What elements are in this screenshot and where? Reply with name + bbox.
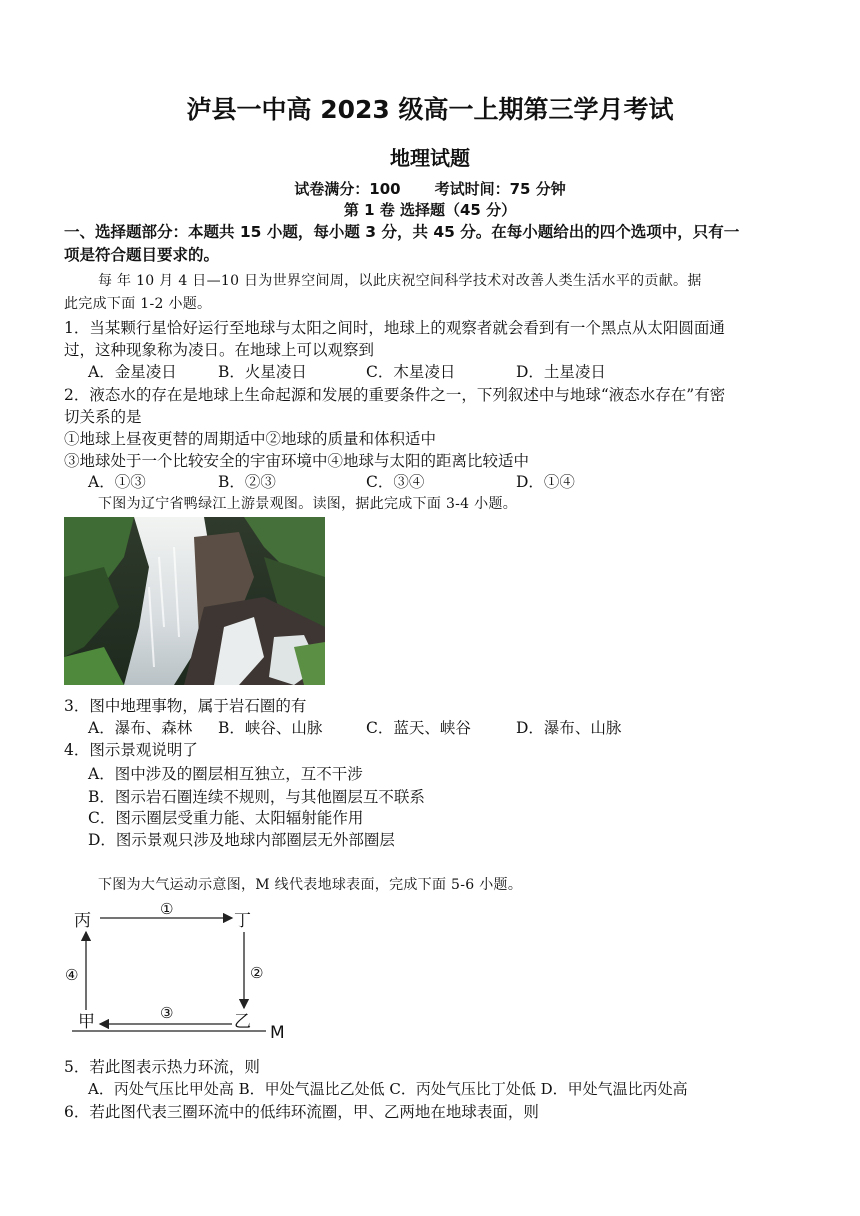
question-3-option-d: D．瀑布、山脉 (516, 719, 622, 737)
question-2-option-b: B．②③ (218, 473, 276, 491)
question-2-option-c: C．③④ (366, 473, 425, 491)
question-1-option-d: D．土星凌日 (516, 363, 606, 381)
question-1-stem-line2: 过，这种现象称为凌日。在地球上可以观察到 (64, 341, 375, 359)
question-4-option-a: A．图中涉及的圈层相互独立，互不干涉 (88, 765, 363, 783)
question-4-option-d: D．图示景观只涉及地球内部圈层无外部圈层 (88, 831, 395, 849)
question-1-option-a: A．金星凌日 (88, 363, 177, 381)
question-1-option-b: B．火星凌日 (218, 363, 307, 381)
exam-meta (0, 178, 860, 199)
section-heading-line2: 项是符合题目要求的。 (64, 246, 220, 264)
full-score: 试卷满分：100 (294, 180, 401, 198)
atmosphere-circulation-diagram (64, 900, 294, 1045)
question-3-option-c: C．蓝天、峡谷 (366, 719, 471, 737)
intro-1-line1: 每 年 10 月 4 日—10 日为世界空间周，以此庆祝空间科学技术对改善人类生活水平的贡献。据 (98, 273, 702, 289)
waterfall-photo (64, 517, 325, 685)
question-5-options: A．丙处气压比甲处高 B．甲处气温比乙处低 C．丙处气压比丁处低 D．甲处气温比丙处高 (88, 1080, 688, 1098)
question-4-option-b: B．图示岩石圈连续不规则，与其他圈层互不联系 (88, 788, 425, 806)
intro-3: 下图为大气运动示意图，M 线代表地球表面，完成下面 5-6 小题。 (98, 877, 523, 893)
label-arrow-1: ① (160, 900, 174, 918)
question-2-option-a: A．①③ (88, 473, 146, 491)
section-heading-line1: 一、选择题部分：本题共 15 小题，每小题 3 分，共 45 分。在每小题给出的四个选项中，只有一 (64, 223, 740, 241)
intro-2: 下图为辽宁省鸭绿江上游景观图。读图，据此完成下面 3-4 小题。 (98, 496, 518, 512)
label-bing: 丙 (74, 911, 91, 931)
question-2-stem-line2: 切关系的是 (64, 408, 142, 426)
question-2-statements-2: ③地球处于一个比较安全的宇宙环境中④地球与太阳的距离比较适中 (64, 452, 530, 470)
label-jia: 甲 (78, 1012, 95, 1032)
question-2-statements-1: ①地球上昼夜更替的周期适中②地球的质量和体积适中 (64, 430, 437, 448)
exam-time: 考试时间：75 分钟 (434, 180, 566, 198)
intro-1-line2: 此完成下面 1-2 小题。 (64, 296, 212, 312)
question-5-stem: 5．若此图表示热力环流，则 (64, 1058, 260, 1076)
exam-title: 泸县一中高 2023 级高一上期第三学月考试 (186, 95, 674, 124)
question-3-stem: 3．图中地理事物，属于岩石圈的有 (64, 697, 307, 715)
label-arrow-3: ③ (160, 1004, 174, 1022)
question-6-stem: 6．若此图代表三圈环流中的低纬环流圈，甲、乙两地在地球表面，则 (64, 1103, 539, 1121)
question-2-option-d: D．①④ (516, 473, 575, 491)
question-4-option-c: C．图示圈层受重力能、太阳辐射能作用 (88, 809, 364, 827)
question-1-stem-line1: 1．当某颗行星恰好运行至地球与太阳之间时，地球上的观察者就会看到有一个黑点从太阳圆面通 (64, 319, 725, 337)
subject-title: 地理试题 (390, 146, 470, 170)
question-3-option-a: A．瀑布、森林 (88, 719, 193, 737)
question-1-option-c: C．木星凌日 (366, 363, 456, 381)
label-arrow-2: ② (250, 964, 264, 982)
question-4-stem: 4．图示景观说明了 (64, 741, 198, 759)
label-ding: 丁 (234, 911, 251, 931)
part-heading: 第 1 卷 选择题（45 分） (343, 201, 517, 219)
label-m: M (270, 1023, 285, 1043)
label-arrow-4: ④ (65, 966, 79, 984)
question-3-option-b: B．峡谷、山脉 (218, 719, 323, 737)
label-yi: 乙 (234, 1012, 251, 1032)
question-2-stem-line1: 2．液态水的存在是地球上生命起源和发展的重要条件之一，下列叙述中与地球“液态水存在”有密 (64, 386, 726, 404)
